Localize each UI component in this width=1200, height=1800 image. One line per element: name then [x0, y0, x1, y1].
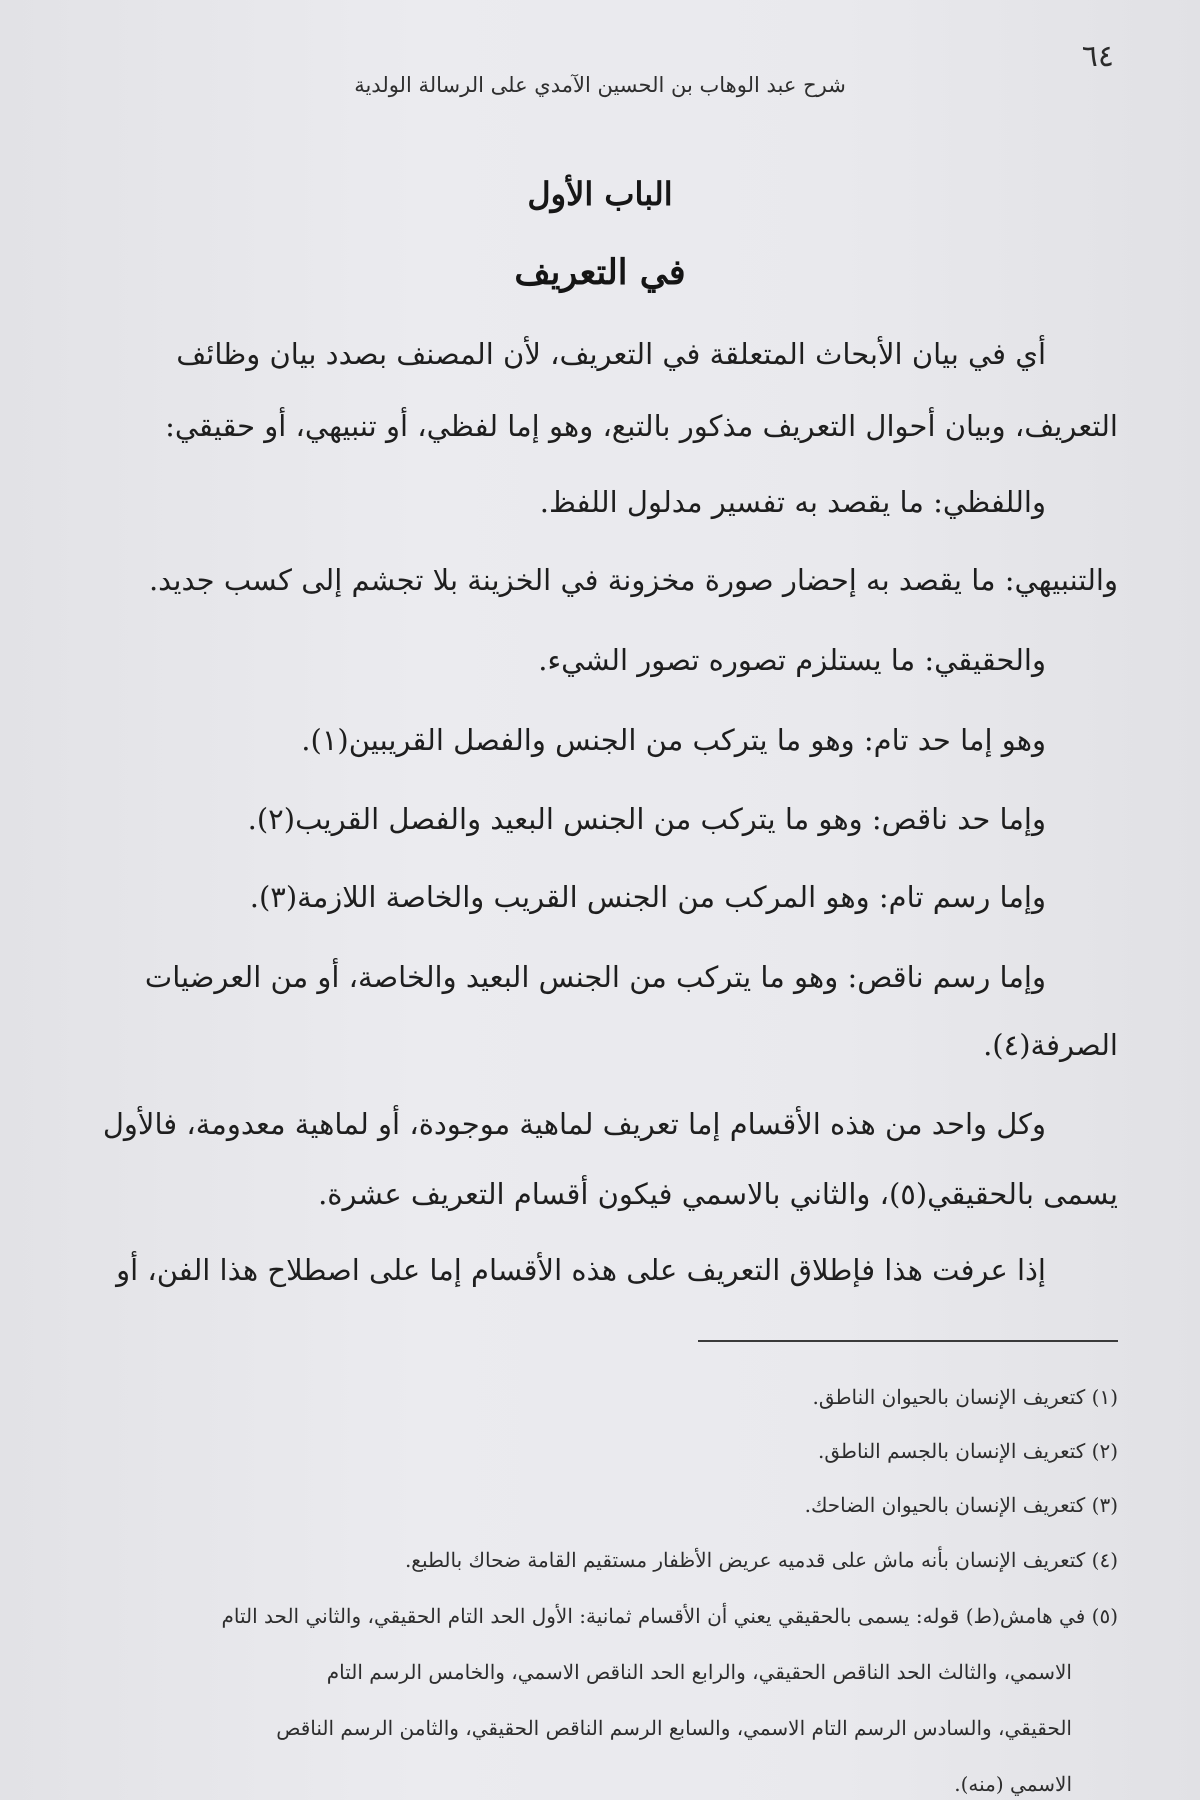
- footnote-5-line-4: الاسمي (منه).: [954, 1772, 1072, 1796]
- footnote-1: (١) كتعريف الإنسان بالحيوان الناطق.: [812, 1385, 1118, 1409]
- chapter-subtitle: في التعريف: [514, 252, 686, 293]
- body-line-7: وإما حد ناقص: وهو ما يتركب من الجنس البعيد والفصل القريب(٢).: [247, 802, 1046, 836]
- footnote-4: (٤) كتعريف الإنسان بأنه ماش على قدميه عريض الأظفار مستقيم القامة ضحاك بالطبع.: [404, 1548, 1118, 1572]
- footnote-separator: [698, 1340, 1118, 1342]
- body-line-5: والحقيقي: ما يستلزم تصوره تصور الشيء.: [538, 643, 1046, 677]
- chapter-title: الباب الأول: [527, 175, 673, 213]
- footnote-5-line-1: (٥) في هامش(ط) قوله: يسمى بالحقيقي يعني أن الأقسام ثمانية: الأول الحد التام الحقيقي، والثاني الحد التام: [221, 1604, 1118, 1628]
- body-line-11: وكل واحد من هذه الأقسام إما تعريف لماهية موجودة، أو لماهية معدومة، فالأول: [102, 1107, 1046, 1141]
- body-line-6: وهو إما حد تام: وهو ما يتركب من الجنس والفصل القريبين(١).: [301, 723, 1046, 757]
- footnote-3: (٣) كتعريف الإنسان بالحيوان الضاحك.: [804, 1493, 1118, 1517]
- page-number: ٦٤: [1081, 39, 1114, 74]
- body-line-4: والتنبيهي: ما يقصد به إحضار صورة مخزونة في الخزينة بلا تجشم إلى كسب جديد.: [148, 563, 1118, 597]
- footnote-5-line-3: الحقيقي، والسادس الرسم التام الاسمي، والسابع الرسم الناقص الحقيقي، والثامن الرسم الناقص: [276, 1716, 1072, 1740]
- body-line-9: وإما رسم ناقص: وهو ما يتركب من الجنس البعيد والخاصة، أو من العرضيات: [144, 960, 1046, 994]
- footnote-5-line-2: الاسمي، والثالث الحد الناقص الحقيقي، والرابع الحد الناقص الاسمي، والخامس الرسم التام: [326, 1660, 1072, 1684]
- body-line-1: أي في بيان الأبحاث المتعلقة في التعريف، لأن المصنف بصدد بيان وظائف: [176, 337, 1046, 371]
- body-line-8: وإما رسم تام: وهو المركب من الجنس القريب والخاصة اللازمة(٣).: [249, 880, 1046, 914]
- running-header: شرح عبد الوهاب بن الحسين الآمدي على الرسالة الولدية: [354, 73, 846, 97]
- footnote-2: (٢) كتعريف الإنسان بالجسم الناطق.: [817, 1439, 1118, 1463]
- body-line-3: واللفظي: ما يقصد به تفسير مدلول اللفظ.: [539, 485, 1046, 519]
- body-line-2: التعريف، وبيان أحوال التعريف مذكور بالتبع، وهو إما لفظي، أو تنبيهي، أو حقيقي:: [165, 409, 1118, 443]
- body-line-12: يسمى بالحقيقي(٥)، والثاني بالاسمي فيكون أقسام التعريف عشرة.: [318, 1177, 1118, 1211]
- body-line-13: إذا عرفت هذا فإطلاق التعريف على هذه الأقسام إما على اصطلاح هذا الفن، أو: [116, 1253, 1046, 1287]
- body-line-10: الصرفة(٤).: [983, 1028, 1118, 1062]
